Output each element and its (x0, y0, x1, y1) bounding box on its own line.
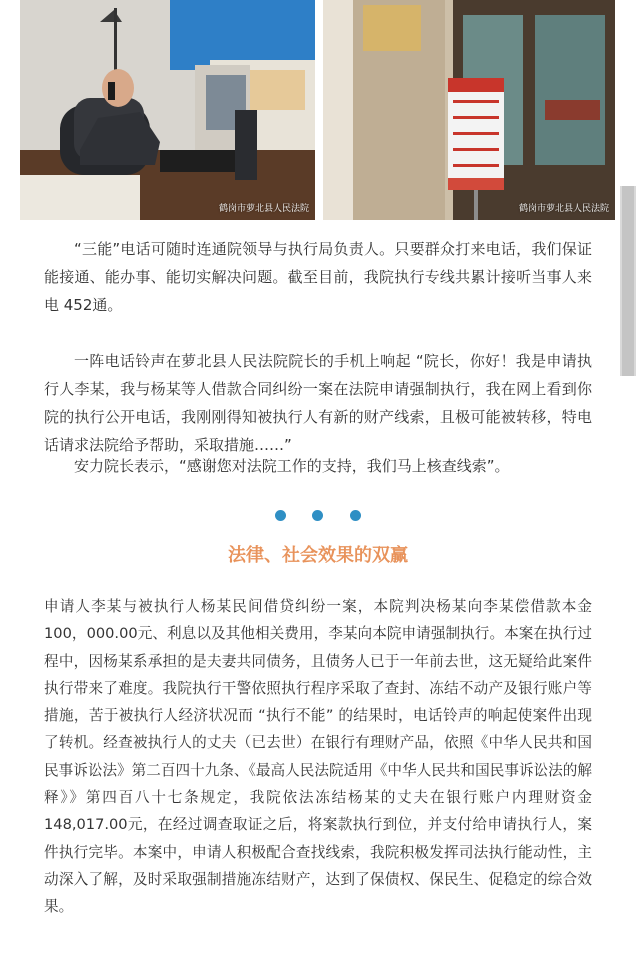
photo-reception-board (323, 0, 615, 220)
scrollbar-thumb[interactable] (622, 186, 634, 376)
page-scrollbar[interactable] (620, 186, 636, 376)
section-divider-dots (270, 510, 366, 522)
court-entrance-illustration (323, 0, 615, 220)
divider-dot (275, 510, 286, 521)
photo-watermark: 鹤岗市萝北县人民法院 (218, 204, 309, 214)
divider-dot (350, 510, 361, 521)
office-photo-illustration (20, 0, 315, 220)
article-paragraph-hotline: “三能”电话可随时连通院领导与执行局负责人。只要群众打来电话，我们保证能接通、能办事、能切实解决问题。截至目前，我院执行专线共累计接听当事人来电 452通。 (44, 240, 592, 314)
article-paragraph-phone-call: 一阵电话铃声在萝北县人民法院院长的手机上响起 “院长，你好！我是申请执行人李某，我与杨某等人借款合同纠纷一案在法院申请强制执行，我在网上看到你院的执行公开电话，我刚刚得知被执行人有新的财产线索，且极可能被转移，特电话请求法院给予帮助，采取措施……” (44, 352, 592, 454)
article-paragraph-case: 申请人李某与被执行人杨某民间借贷纠纷一案，本院判决杨某向李某偿借款本金100，000.00元、利息以及其他相关费用，李某向本院申请强制执行。本案在执行过程中，因杨某系承担的是夫妻共同债务，且债务人已于一年前去世，这无疑给此案件执行带来了难度。我院执行干警依照执行程序采取了查封、冻结不动产及银行账户等措施，苦于被执行人经济状况而 “执行不能” 的结果时，电话铃声的响起使案件出现了转机。经查被执行人的丈夫（已去世）在银行有理财产品，依照《中华人民共和国民事诉讼法》第二百四十九条、《最高人民法院适用《中华人民共和国民事诉讼法的解释》》第四百八十七条规定，我院依法冻结杨某的丈夫在银行账户内理财资金148,017.00元，在经过调查取证之后，将案款执行到位，并支付给申请执行人，案件执行完毕。本案中，申请人积极配合查找线索，我院积极发挥司法执行能动性，主动深入了解，及时采取强制措施冻结财产，达到了保债权、保民生、促稳定的综合效果。 (44, 598, 592, 916)
article-paragraph-response: 安力院长表示，“感谢您对法院工作的支持，我们马上核查线索”。 (74, 457, 510, 475)
photo-watermark: 鹤岗市萝北县人民法院 (518, 204, 609, 214)
photo-phone-call (20, 0, 315, 220)
divider-dot (312, 510, 323, 521)
section-title: 法律、社会效果的双赢 (228, 545, 408, 566)
